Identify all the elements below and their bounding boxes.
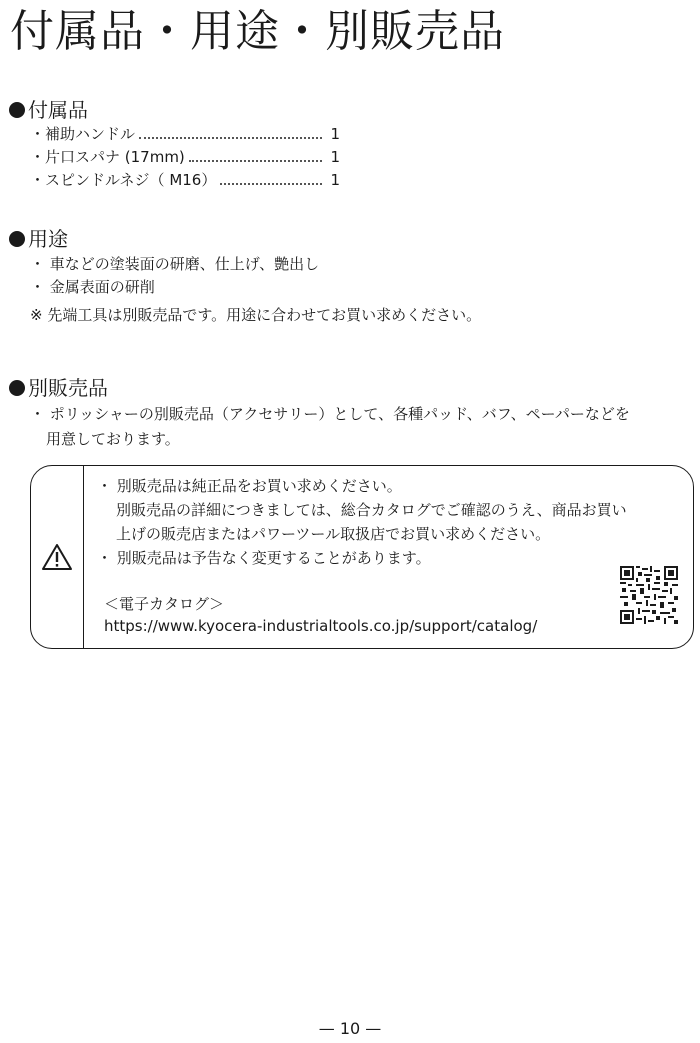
catalog-label: ＜電子カタログ＞ xyxy=(104,595,225,613)
notice-line: 上げの販売店またはパワーツール取扱店でお買い求めください。 xyxy=(116,525,551,543)
use-item: ・ 金属表面の研削 xyxy=(30,278,155,296)
dot-leader xyxy=(139,136,322,139)
accessory-label: ・片口スパナ (17mm) xyxy=(30,148,185,166)
accessory-qty: 1 xyxy=(330,171,340,189)
accessories-heading xyxy=(9,97,88,123)
accessories-heading-label: 付属品 xyxy=(28,98,88,122)
notice-divider xyxy=(83,466,84,648)
bullet-dot-icon xyxy=(9,102,25,118)
notice-box xyxy=(30,465,694,649)
notice-line: 別販売品の詳細につきましては、総合カタログでご確認のうえ、商品お買い xyxy=(116,501,627,519)
uses-heading-label: 用途 xyxy=(28,227,68,251)
notice-line: ・ 別販売品は予告なく変更することがあります。 xyxy=(97,549,431,567)
options-text: 用意しております。 xyxy=(46,430,180,448)
accessory-qty: 1 xyxy=(330,148,340,166)
use-item: ・ 車などの塗装面の研磨、仕上げ、艶出し xyxy=(30,255,320,273)
options-heading-label: 別販売品 xyxy=(28,376,108,400)
notice-line: ・ 別販売品は純正品をお買い求めください。 xyxy=(97,477,402,495)
dot-leader xyxy=(220,182,322,185)
options-heading xyxy=(9,375,108,401)
warning-triangle-icon xyxy=(41,542,73,572)
catalog-url[interactable]: https://www.kyocera-industrialtools.co.jp/support/catalog/ xyxy=(104,617,538,635)
bullet-dot-icon xyxy=(9,231,25,247)
accessory-item xyxy=(30,146,340,168)
qr-code-icon xyxy=(620,566,678,624)
uses-note: ※ 先端工具は別販売品です。用途に合わせてお買い求めください。 xyxy=(30,306,482,324)
accessory-qty: 1 xyxy=(330,125,340,143)
page-title: 付属品・用途・別販売品 xyxy=(10,6,505,57)
accessory-item xyxy=(30,169,340,191)
page-number: — 10 — xyxy=(318,1019,382,1038)
accessory-label: ・補助ハンドル xyxy=(30,125,136,143)
options-text: ・ ポリッシャーの別販売品（アクセサリー）として、各種パッド、バフ、ペーパーなどを xyxy=(30,405,630,423)
bullet-dot-icon xyxy=(9,380,25,396)
accessory-item xyxy=(30,123,340,145)
dot-leader xyxy=(189,159,322,162)
accessory-label: ・スピンドルネジ（ M16） xyxy=(30,171,217,189)
uses-heading xyxy=(9,226,68,252)
